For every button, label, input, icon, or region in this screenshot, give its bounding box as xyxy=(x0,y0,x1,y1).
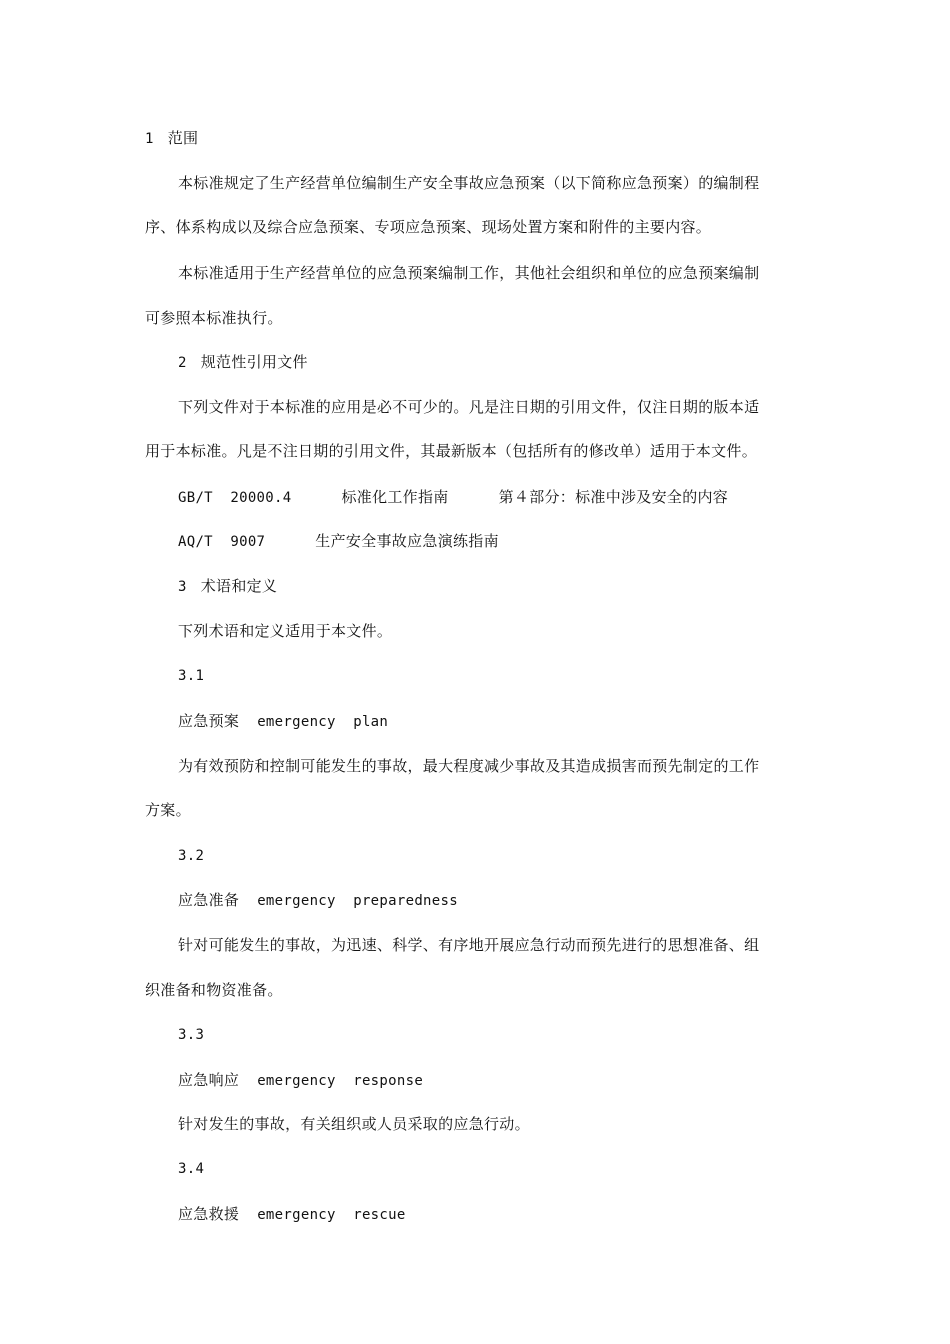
reference-row xyxy=(178,487,728,508)
term-heading xyxy=(178,890,458,911)
section-1-para-1-line-2: 序、体系构成以及综合应急预案、专项应急预案、现场处置方案和附件的主要内容。 xyxy=(145,218,712,236)
section-2-heading xyxy=(178,352,308,373)
section-2-para-line-2: 用于本标准。凡是不注日期的引用文件，其最新版本（包括所有的修改单）适用于本文件。 xyxy=(145,442,758,460)
term-definition-line-1: 针对发生的事故，有关组织或人员采取的应急行动。 xyxy=(178,1115,530,1133)
term-heading xyxy=(178,1070,423,1091)
term-english: emergency preparedness xyxy=(257,893,458,909)
term-english: emergency response xyxy=(257,1073,424,1089)
section-1-para-1-line-1: 本标准规定了生产经营单位编制生产安全事故应急预案（以下简称应急预案）的编制程 xyxy=(178,174,760,192)
section-3-number: 3 xyxy=(178,579,187,595)
term-english: emergency rescue xyxy=(257,1207,406,1223)
term-definition-line-1: 为有效预防和控制可能发生的事故，最大程度减少事故及其造成损害而预先制定的工作 xyxy=(178,757,760,775)
reference-part: 第４部分：标准中涉及安全的内容 xyxy=(498,488,729,506)
term-english: emergency plan xyxy=(257,714,389,730)
term-chinese: 应急准备 xyxy=(178,891,240,909)
term-definition-line-2: 方案。 xyxy=(145,801,191,819)
term-definition-line-1: 针对可能发生的事故，为迅速、科学、有序地开展应急行动而预先进行的思想准备、组 xyxy=(178,936,760,954)
section-3-heading xyxy=(178,576,277,597)
term-heading xyxy=(178,711,388,732)
section-2-title: 规范性引用文件 xyxy=(200,353,308,371)
term-heading xyxy=(178,1204,406,1225)
term-chinese: 应急预案 xyxy=(178,712,240,730)
term-number: 3.1 xyxy=(178,668,205,684)
reference-name: 标准化工作指南 xyxy=(341,488,449,506)
section-1-para-2-line-2: 可参照本标准执行。 xyxy=(145,309,283,327)
section-2-number: 2 xyxy=(178,355,187,371)
reference-code: GB/T 20000.4 xyxy=(178,490,292,506)
section-1-para-2-line-1: 本标准适用于生产经营单位的应急预案编制工作，其他社会组织和单位的应急预案编制 xyxy=(178,264,760,282)
reference-name: 生产安全事故应急演练指南 xyxy=(315,532,499,550)
section-1-title: 范围 xyxy=(167,129,199,147)
term-number: 3.3 xyxy=(178,1027,205,1043)
term-number: 3.4 xyxy=(178,1161,205,1177)
section-1-number: 1 xyxy=(145,131,154,147)
section-3-title: 术语和定义 xyxy=(200,577,278,595)
term-definition-line-2: 织准备和物资准备。 xyxy=(145,981,283,999)
term-chinese: 应急响应 xyxy=(178,1071,240,1089)
reference-code: AQ/T 9007 xyxy=(178,534,266,550)
section-2-para-line-1: 下列文件对于本标准的应用是必不可少的。凡是注日期的引用文件，仅注日期的版本适 xyxy=(178,398,760,416)
term-number: 3.2 xyxy=(178,848,205,864)
reference-row xyxy=(178,531,499,552)
section-1-heading xyxy=(145,128,198,149)
term-chinese: 应急救援 xyxy=(178,1205,240,1223)
section-3-intro: 下列术语和定义适用于本文件。 xyxy=(178,622,393,640)
